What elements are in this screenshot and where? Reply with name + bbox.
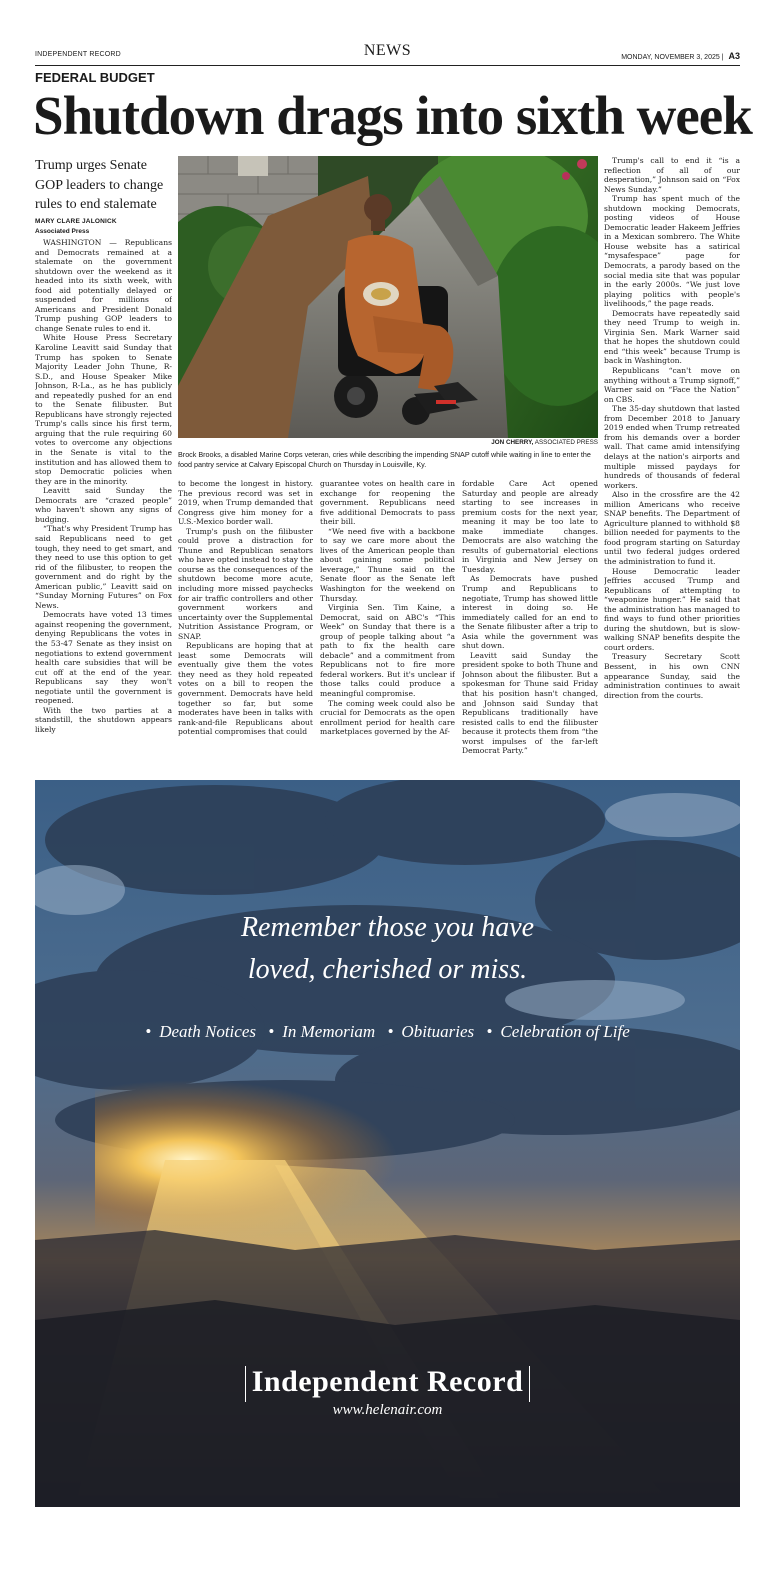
- paragraph: Republicans are hoping that at least some Democrats will eventually give them the votes they need as they hold repeated votes on a bill to reopen the government. Democrats have held together so far, but some moderates have been in talks with rank-and-file Republicans about potential compromises that could: [178, 641, 313, 737]
- photo-illustration: [178, 156, 598, 438]
- paragraph: Leavitt said Sunday the president spoke to both Thune and Johnson about the filibuster. But a spokesman for Thune said Friday that his position hasn't changed, and Johnson said Sunday that Republicans traditionally have resisted calls to end the filibuster because it protects them from “the worst impulses of the far-left Democrat Party.”: [462, 650, 598, 756]
- paragraph: WASHINGTON — Republicans and Democrats remained at a stalemate on the government shutdown over the weekend as it headed into its sixth week, with food aid potentially delayed or suspended for millions of Americans and President Donald Trump pushing GOP leaders to change Senate rules to end it.: [35, 238, 172, 333]
- memorial-advertisement[interactable]: [35, 780, 740, 1507]
- paragraph: White House Press Secretary Karoline Leavitt said Sunday that Trump has spoken to Senate Majority Leader John Thune, R-S.D., and House Speaker Mike Johnson, R-La., as he has publicly and repeatedly pushed for an end to the Senate filibuster. But Republicans have strongly rejected Trump's calls since his first term, arguing that the rule requiring 60 votes to overcome any objections in the Senate is vital to the institution and has allowed them to stop Democratic policies when they are in the minority.: [35, 333, 172, 486]
- paragraph: “We need five with a backbone to say we care more about the lives of the American people than about gaining some political leverage,” Thune said on the Senate floor as the Senate left Washington for the weekend on Thursday.: [320, 526, 455, 603]
- page-header: [35, 40, 740, 66]
- headline: Shutdown drags into sixth week: [33, 85, 752, 146]
- service-obituaries: Obituaries: [401, 1022, 475, 1041]
- paragraph: As Democrats have pushed Trump and Republicans to negotiate, Trump has showed little interest in doing so. He immediately called for an end to the Senate filibuster after a trip to Asia while the government was shut down.: [462, 574, 598, 651]
- paragraph: Democrats have voted 13 times against reopening the government, denying Republicans the votes in the 53-47 Senate as they insist on negotiations to extend government health care subsidies that will be cut off at the end of the year. Republicans say they won't negotiate until the government is reopened.: [35, 610, 172, 706]
- photo-agency: ASSOCIATED PRESS: [534, 439, 598, 446]
- ad-tagline-line-2: loved, cherished or miss.: [247, 954, 528, 985]
- bullet: •: [387, 1022, 394, 1041]
- article-column-4: [462, 479, 598, 759]
- service-death-notices: Death Notices: [159, 1022, 256, 1041]
- ad-brand-logo: [35, 1365, 740, 1402]
- paragraph: Trump has spent much of the shutdown mocking Democrats, posting videos of House Democratic leader Hakeem Jeffries in a Mexican sombrero. The White House website has a satirical “mysafespace” page for Democrats, a parody based on the social media site that was popular in the early 2000s. “We just love playing politics with people's livelihoods,” the page reads.: [604, 194, 740, 309]
- paragraph: fordable Care Act opened Saturday and people are already starting to see increases in premium costs for the next year, meaning it may be too late to make immediate changes. Democrats are also watching the results of gubernatorial elections in Virginia and New Jersey on Tuesday.: [462, 479, 598, 574]
- paragraph: The coming week could also be crucial for Democrats as the open enrollment period for health care marketplaces governed by the Af-: [320, 698, 455, 737]
- article-column-1: [35, 238, 172, 756]
- divider: [529, 1366, 530, 1402]
- paragraph: to become the longest in history. The previous record was set in 2019, when Trump demanded that Congress give him money for a U.S.-Mexico border wall.: [178, 479, 313, 527]
- paragraph: Trump's call to end it “is a reflection of all of our desperation,” Johnson said on “Fox News Sunday.”: [604, 156, 740, 194]
- service-in-memoriam: In Memoriam: [282, 1022, 376, 1041]
- ad-brand-name: Independent Record: [251, 1365, 524, 1398]
- paragraph: “That's why President Trump has said Republicans need to get tough, they need to get smart, and they need to use this option to get rid of the filibuster, to reopen the government and do right by the American public,” Leavitt said on “Sunday Morning Futures” on Fox News.: [35, 524, 172, 610]
- paper-name: INDEPENDENT RECORD: [35, 51, 121, 58]
- article-column-3: [320, 479, 455, 759]
- ad-tagline: [35, 907, 740, 991]
- paragraph: Trump's push on the filibuster could prove a distraction for Thune and Republican senators who have opted instead to stay the course as the consequences of the shutdown become more acute, including more missed paychecks for air traffic controllers and other government workers and uncertainty over the Supplemental Nutrition Assistance Program, or SNAP.: [178, 526, 313, 641]
- paragraph: Treasury Secretary Scott Bessent, in his own CNN appearance Sunday, said the administration continues to await direction from the courts.: [604, 652, 740, 700]
- news-photo: [178, 156, 598, 438]
- section-title: NEWS: [363, 42, 412, 59]
- paragraph: With the two parties at a standstill, the shutdown appears likely: [35, 705, 172, 734]
- issue-date: MONDAY, NOVEMBER 3, 2025: [621, 54, 720, 61]
- byline-agency: Associated Press: [35, 228, 90, 235]
- paragraph: Also in the crossfire are the 42 million Americans who receive SNAP benefits. The Department of Agriculture planned to withhold $8 billion needed for payments to the food program starting on Saturday until two federal judges ordered the administration to fund it.: [604, 490, 740, 566]
- paragraph: Virginia Sen. Tim Kaine, a Democrat, said on ABC's “This Week” on Sunday that there is a group of people talking about “a path to fix the health care debacle” and a commitment from Republicans not to fire more federal workers. But it's unclear if those talks could produce a meaningful compromise.: [320, 603, 455, 699]
- service-celebration-of-life: Celebration of Life: [500, 1022, 630, 1041]
- article-column-2: [178, 479, 313, 759]
- ad-services: [35, 1022, 740, 1042]
- paragraph: Democrats have repeatedly said they need Trump to weigh in. Virginia Sen. Mark Warner said that he hopes the shutdown could end “this week” because Trump is back in Washington.: [604, 308, 740, 366]
- paragraph: The 35-day shutdown that lasted from December 2018 to January 2019 ended when Trump retreated from his demands over a border wall. That came amid intensifying delays at the nation's airports and multiple missed paydays for hundreds of thousands of federal workers.: [604, 404, 740, 490]
- bullet: •: [145, 1022, 152, 1041]
- ad-tagline-line-1: Remember those you have: [240, 912, 535, 943]
- photo-credit: [178, 439, 598, 446]
- bullet: •: [268, 1022, 275, 1041]
- paragraph: Republicans “can't move on anything without a Trump signoff,” Warner said on “Face the Nation” on CBS.: [604, 366, 740, 404]
- paragraph: guarantee votes on health care in exchange for reopening the government. Republicans need five additional Democrats to pass their bill.: [320, 479, 455, 527]
- ad-website-link[interactable]: www.helenair.com: [332, 1402, 443, 1418]
- photographer: JON CHERRY,: [491, 439, 534, 446]
- article-kicker: FEDERAL BUDGET: [35, 70, 155, 85]
- byline: MARY CLARE JALONICK: [35, 218, 117, 225]
- page-number: A3: [728, 51, 740, 61]
- dateline: MONDAY, NOVEMBER 3, 2025 | A3: [621, 51, 740, 61]
- paragraph: Leavitt said Sunday the Democrats are “crazed people” who haven't shown any signs of budging.: [35, 486, 172, 524]
- bullet: •: [486, 1022, 493, 1041]
- article-column-5: [604, 156, 740, 760]
- photo-caption: Brock Brooks, a disabled Marine Corps veteran, cries while describing the impending SNAP cutoff while waiting in line to enter the food pantry service at Calvary Episcopal Church on Thursday in Louisville, Ky.: [178, 450, 591, 469]
- paragraph: House Democratic leader Jeffries accused Trump and Republicans of attempting to “weaponize hunger.” He said that the administration has managed to find ways to fund other priorities during the shutdown, but is slow-walking SNAP benefits despite the court orders.: [604, 566, 740, 652]
- deck: Trump urges Senate GOP leaders to change rules to end stalemate: [35, 158, 164, 212]
- divider: [245, 1366, 246, 1402]
